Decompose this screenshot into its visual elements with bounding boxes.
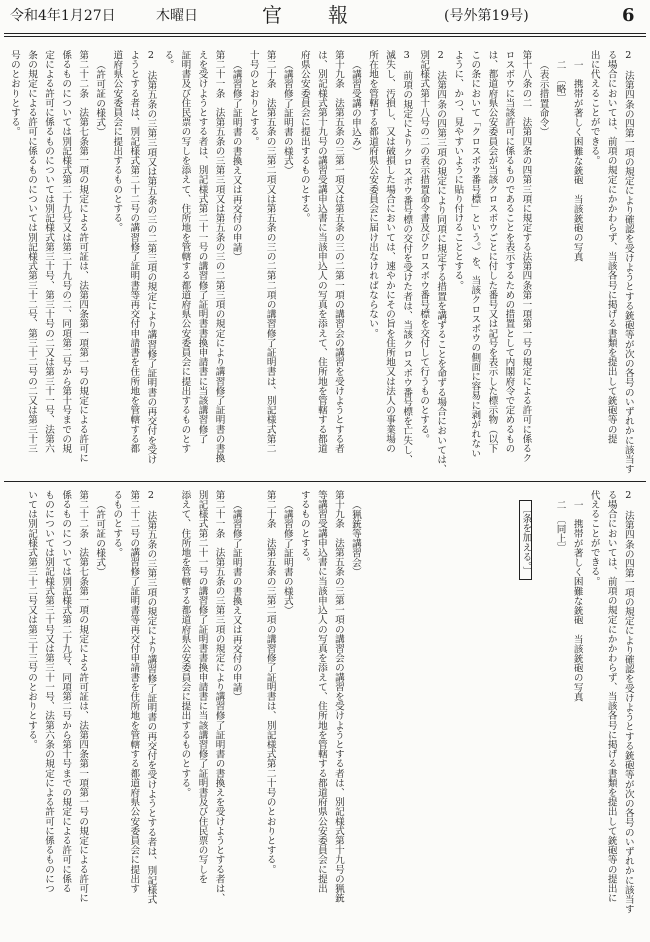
page-header <box>0 0 650 32</box>
text-column: 添えて、住所地を管轄する都道府県公安委員会に提出するものとする。 <box>179 490 191 798</box>
text-column: は、別記様式第十九号の講習受講申込書に当該申込人の写真を添えて、住所地を管轄する都道 <box>315 50 327 454</box>
text-column: 係るものについては別記様式第二十九号又は第二十九号の二、同項第二号から第十号までの規 <box>60 50 72 454</box>
text-column: 係るものについては別記様式第二十九号、同項第二号から第十号までの規定による許可に係る <box>60 490 72 894</box>
text-column: 3 前項の規定によりクロスボウ番号標の交付を受けた者は、当該クロスボウ番号標を亡失し、 <box>401 50 413 465</box>
header-rule-upper <box>4 33 646 34</box>
text-column: するものとする。 <box>298 490 310 567</box>
article-caption: （講習受講の申込み） <box>349 59 361 156</box>
publication-date: 令和4年1月27日 <box>10 8 116 24</box>
text-column: 等講習受講申込書に当該申込人の写真を添えて、住所地を管轄する都道府県公安委員会に提出 <box>315 490 327 894</box>
text-column: 一 携帯が著しく困難な銃砲 当該銃砲の写真 <box>571 499 583 702</box>
amendment-note: 〔条を加える。〕 <box>519 500 533 580</box>
text-column: 十号のとおりとする。 <box>247 50 259 146</box>
text-column: は、都道府県公安委員会が当該クロスボウごとに付した番号又は記号を表示した標示物（以下 <box>486 50 498 454</box>
text-column: 二 〔同上〕 <box>554 499 566 553</box>
text-column: 府県公安委員会に提出するものとする。 <box>298 50 310 223</box>
article-caption: （講習修了証明書の書換え又は再交付の申請） <box>230 59 242 262</box>
revised-text-section <box>0 50 650 476</box>
text-column: 条の規定による許可に係るものについては別記様式第三十二号、第三十二号の二又は第三十三 <box>26 50 38 454</box>
text-column: 第二十二条 法第七条第一項の規定による許可証は、法第四条第一項第一号の規定による許可に <box>77 490 89 903</box>
text-column: 一 携帯が著しく困難な銃砲 当該銃砲の写真 <box>571 59 583 262</box>
article-caption: （講習修了証明書の様式） <box>281 59 293 175</box>
text-column: ものについては別記様式第三十号又は第三十一号、法第六条の規定による許可に係るものにつ <box>43 490 55 894</box>
text-column: この条において「クロスボウ番号標」という。）を、当該クロスボウの側面に容易に剥がれない <box>469 50 481 458</box>
text-column: 定による許可に係るものについては別記様式第三十号、第三十号の二又は第三十一号、法第六 <box>43 50 55 454</box>
header-rule-lower <box>4 36 646 37</box>
text-column: 別記様式第十八号の二の表示措置命令書及びクロスボウ番号標を交付して行うものとする。 <box>418 50 430 444</box>
text-column: 第二十一条 法第五条の三第三項又は第五条の三の二第三項の規定により講習修了証明書の書換 <box>213 50 225 463</box>
text-column: る場合においては、前項の規定にかかわらず、当該各号に掲げる書類を提出して銃砲等の提出に <box>605 490 617 903</box>
gazette-title-kan: 官 <box>262 3 282 27</box>
text-column: 2 法第五条の三第三項又は第五条の三の二第三項の規定により講習修了証明書の再交付を受け <box>145 50 157 465</box>
page-number: 6 <box>622 5 635 26</box>
text-column: 第二十条 法第五条の三第二項又は第五条の三の二第二項の講習修了証明書は、別記様式第二 <box>264 50 276 454</box>
text-column: 証明書及び住民票の写しを添えて、住所地を管轄する都道府県公安委員会に提出するものとす <box>179 50 191 454</box>
text-column: 第二十二号の講習修了証明書等再交付申請書を住所地を管轄する都道府県公安委員会に提出す <box>128 490 140 894</box>
text-column: えを受けようとする者は、別記様式第二十一号の講習修了証明書書換申請書に当該講習修了 <box>196 50 208 444</box>
text-column: 第十九条 法第五条の三第一項の講習会の講習を受けようとする者は、別記様式第十九号の猟銃 <box>332 490 344 903</box>
text-column: 2 法第四条の四第三項の規定により同項に規定する措置を講ずることを命ずる場合においては、 <box>435 50 447 474</box>
issue-number: (号外第19号) <box>444 8 529 24</box>
text-column: 2 法第四条の四第一項の規定により確認を受けようとする銃砲等が次の各号のいずれかに該当す <box>622 490 634 914</box>
text-column: る。 <box>162 50 174 70</box>
gazette-title-po: 報 <box>328 3 348 27</box>
text-column: ロスボウに当該許可に係るものであることを表示するための措置として内閣府令で定めるもの <box>503 50 515 454</box>
text-column: 第十九条 法第五条の三第一項又は第五条の三の二第一項の講習会の講習を受けようとする者 <box>332 50 344 454</box>
publication-weekday: 木曜日 <box>156 8 198 24</box>
section-divider <box>4 481 646 482</box>
article-caption: （表示措置命令） <box>537 59 549 137</box>
text-column: 第二十一条 法第五条の三第三項の規定により講習修了証明書の書換えを受けようとする者は、 <box>213 490 225 903</box>
text-column: 二 〔略〕 <box>554 59 566 103</box>
article-caption: （許可証の様式） <box>94 499 106 577</box>
text-column: 第二十二条 法第七条第一項の規定による許可証は、法第四条第一項第一号の規定による許可に <box>77 50 89 463</box>
text-column: 2 法第四条の四第一項の規定により確認を受けようとする銃砲等が次の各号のいずれかに該当す <box>622 50 634 474</box>
text-column: 滅失し、汚損し、又は破損した場合においては、速やかにその旨を住所地又は法人の事業場の <box>384 50 396 454</box>
text-column: 第二十条 法第五条の三第二項の講習修了証明書は、別記様式第二十号のとおりとする。 <box>264 490 276 874</box>
article-caption: （猟銃等講習会） <box>349 499 361 577</box>
text-column: いては別記様式第三十二号又は第三十三号のとおりとする。 <box>26 490 38 750</box>
text-column: 代えることができる。 <box>588 490 600 586</box>
article-caption: （講習修了証明書の様式） <box>281 499 293 615</box>
text-column: 道府県公安委員会に提出するものとする。 <box>111 50 123 233</box>
current-text-section <box>0 490 650 920</box>
text-column: るものとする。 <box>111 490 123 558</box>
text-column: 第十八条の二 法第四条の四第三項に規定する法第四条第一項第一号の規定による許可に係るク <box>520 50 532 463</box>
article-caption: （許可証の様式） <box>94 59 106 137</box>
text-column: 別記様式第二十一号の講習修了証明書書換申請書に当該講習修了証明書及び住民票の写しを <box>196 490 208 884</box>
text-column: 号のとおりとする。 <box>8 50 20 137</box>
article-caption: （講習修了証明書の書換え又は再交付の申請） <box>230 499 242 702</box>
text-column: ようとする者は、別記様式第二十二号の講習修了証明書等再交付申請書を住所地を管轄する都 <box>128 50 140 454</box>
text-column: 2 法第五条の三第三項の規定により講習修了証明書の再交付を受けようとする者は、別記様式 <box>145 490 157 905</box>
text-column: 所在地を管轄する都道府県公安委員会に届け出なければならない。 <box>367 50 379 338</box>
text-column: る場合においては、前項の規定にかかわらず、当該各号に掲げる書類を提出して銃砲等の提 <box>605 50 617 444</box>
text-column: ように、かつ、見やすいように貼り付けることとする。 <box>452 50 464 290</box>
text-column: 出に代えることができる。 <box>588 50 600 166</box>
